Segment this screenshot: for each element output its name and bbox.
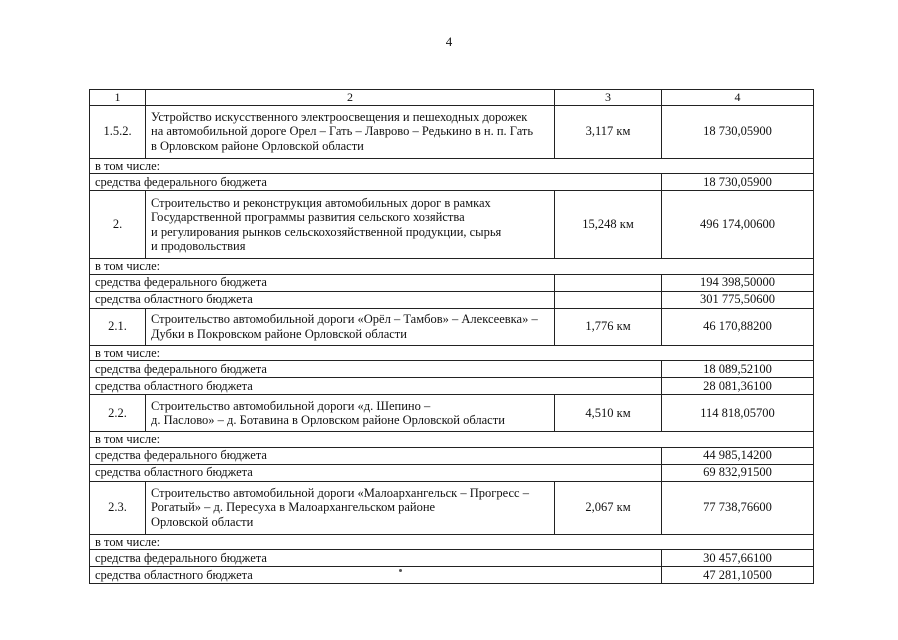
item-length: 1,776 км [555, 308, 662, 345]
item-number: 2.1. [90, 308, 146, 345]
including-label: в том числе: [90, 534, 814, 550]
source-amount: 301 775,50600 [662, 291, 814, 308]
description-line: Государственной программы развития сельского хозяйства [151, 210, 465, 224]
source-amount: 28 081,36100 [662, 378, 814, 395]
description-line: Строительство автомобильной дороги «д. Шепино – [151, 398, 431, 413]
table-row-including [90, 158, 814, 174]
source-amount: 30 457,66100 [662, 550, 814, 567]
table-row-including [90, 432, 814, 448]
table-row-item [90, 308, 814, 345]
source-amount: 18 730,05900 [662, 174, 814, 191]
table-row-source [90, 291, 814, 308]
scan-speck [399, 569, 402, 572]
description-line: Устройство искусственного электроосвещения и пешеходных дорожек [151, 109, 528, 124]
description-line: на автомобильной дороге Орел – Гать – Лаврово – Редькино в н. п. Гать [151, 124, 534, 139]
item-amount: 496 174,00600 [662, 191, 814, 259]
item-description [146, 481, 555, 534]
item-amount: 46 170,88200 [662, 308, 814, 345]
item-length: 4,510 км [555, 395, 662, 432]
source-label: средства областного бюджета [90, 567, 662, 584]
description-line: д. Паслово» – д. Ботавина в Орловском районе Орловской области [151, 413, 505, 427]
header-col-3: 3 [555, 90, 662, 106]
source-label: средства областного бюджета [90, 291, 555, 308]
item-description [146, 191, 555, 259]
item-description [146, 308, 555, 345]
table-row-source [90, 378, 814, 395]
table-header-row [90, 90, 814, 106]
description-line: Строительство автомобильной дороги «Малоархангельск – Прогресс – [151, 485, 529, 500]
header-col-4: 4 [662, 90, 814, 106]
empty-cell [555, 274, 662, 291]
item-length: 3,117 км [555, 105, 662, 158]
item-amount: 77 738,76600 [662, 481, 814, 534]
source-label: средства областного бюджета [90, 378, 662, 395]
source-label: средства федерального бюджета [90, 550, 662, 567]
table-row-source [90, 361, 814, 378]
empty-cell [555, 291, 662, 308]
table-row-source [90, 464, 814, 481]
table-row-source [90, 274, 814, 291]
item-length: 2,067 км [555, 481, 662, 534]
header-col-1: 1 [90, 90, 146, 106]
table-row-item [90, 481, 814, 534]
item-number: 2.3. [90, 481, 146, 534]
table-row-item [90, 105, 814, 158]
source-label: средства федерального бюджета [90, 361, 662, 378]
table-row-including [90, 345, 814, 361]
including-label: в том числе: [90, 345, 814, 361]
table-row-including [90, 259, 814, 275]
source-label: средства федерального бюджета [90, 274, 555, 291]
description-line: Орловской области [151, 514, 254, 529]
description-line: в Орловском районе Орловской области [151, 138, 364, 153]
description-line: Строительство и реконструкция автомобильных дорог в рамках [151, 195, 491, 210]
item-number: 1.5.2. [90, 105, 146, 158]
table-row-source [90, 550, 814, 567]
item-description [146, 395, 555, 432]
description-line: и продовольствия [151, 239, 246, 253]
description-line: Строительство автомобильной дороги «Орёл – Тамбов» – Алексеевка» – [151, 312, 538, 326]
table-row-including [90, 534, 814, 550]
source-label: средства федерального бюджета [90, 174, 662, 191]
item-amount: 18 730,05900 [662, 105, 814, 158]
source-amount: 47 281,10500 [662, 567, 814, 584]
description-line: Рогатый» – д. Пересуха в Малоархангельском районе [151, 500, 436, 515]
item-length: 15,248 км [555, 191, 662, 259]
description-line: и регулирования рынков сельскохозяйственной продукции, сырья [151, 224, 502, 239]
table-row-source [90, 567, 814, 584]
description-line: Дубки в Покровском районе Орловской области [151, 326, 407, 341]
budget-table-body [90, 90, 814, 584]
source-amount: 69 832,91500 [662, 464, 814, 481]
source-amount: 18 089,52100 [662, 361, 814, 378]
table-row-item [90, 395, 814, 432]
table-row-source [90, 447, 814, 464]
budget-table [89, 89, 814, 584]
source-label: средства областного бюджета [90, 464, 662, 481]
source-amount: 44 985,14200 [662, 447, 814, 464]
table-row-source [90, 174, 814, 191]
header-col-2: 2 [146, 90, 555, 106]
item-amount: 114 818,05700 [662, 395, 814, 432]
source-amount: 194 398,50000 [662, 274, 814, 291]
page-number: 4 [445, 34, 453, 49]
table-row-item [90, 191, 814, 259]
including-label: в том числе: [90, 259, 814, 275]
including-label: в том числе: [90, 432, 814, 448]
item-number: 2.2. [90, 395, 146, 432]
source-label: средства федерального бюджета [90, 447, 662, 464]
item-number: 2. [90, 191, 146, 259]
including-label: в том числе: [90, 158, 814, 174]
item-description [146, 105, 555, 158]
